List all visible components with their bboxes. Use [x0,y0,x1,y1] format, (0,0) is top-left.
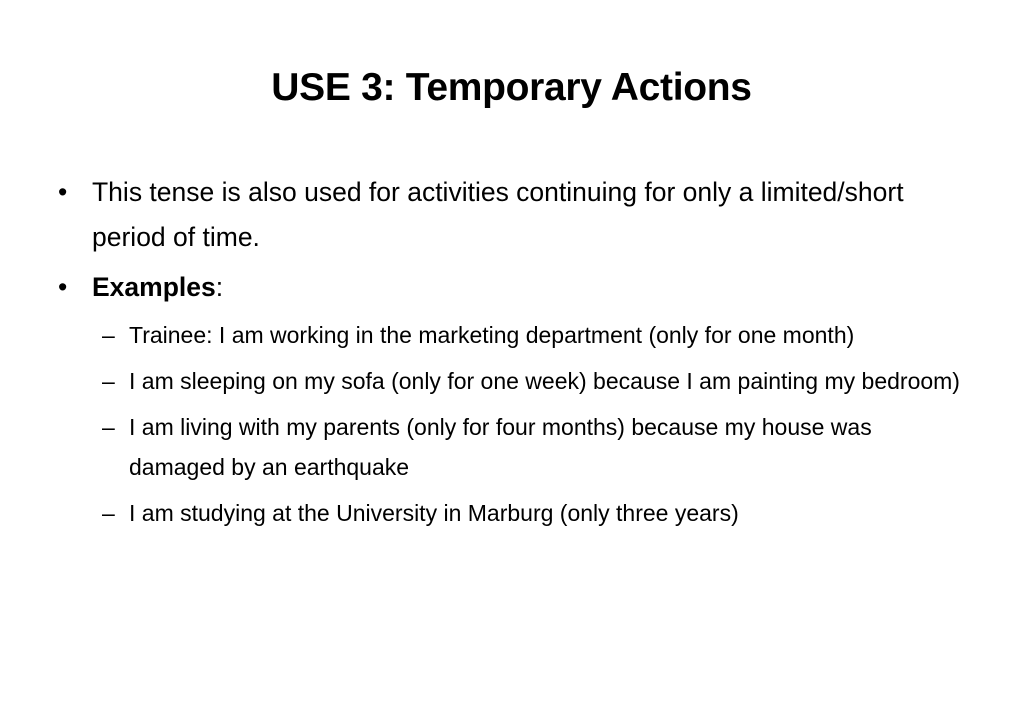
example-item [102,315,968,355]
dash-marker: – [102,322,115,348]
slide-title: USE 3: Temporary Actions [271,66,752,109]
example-item [102,493,968,533]
example-text: I am living with my parents (only for four months) because my house was damaged by an earthquake [129,414,872,480]
dash-marker: – [102,414,115,440]
example-text: I am studying at the University in Marburg (only three years) [129,500,739,526]
example-text: I am sleeping on my sofa (only for one week) because I am painting my bedroom) [129,368,960,394]
dash-marker: – [102,368,115,394]
example-text: Trainee: I am working in the marketing department (only for one month) [129,322,855,348]
bullet-text: This tense is also used for activities continuing for only a limited/short period of time. [92,177,904,252]
examples-label-suffix: : [215,272,224,302]
examples-label: Examples [92,272,216,302]
examples-list [58,315,968,533]
example-item [102,407,968,487]
slide-body [58,170,968,539]
bullet-item [58,170,968,260]
dash-marker: – [102,500,115,526]
bullet-marker: • [58,177,68,207]
bullet-marker: • [58,272,68,302]
bullet-item-examples [58,265,968,310]
example-item [102,361,968,401]
